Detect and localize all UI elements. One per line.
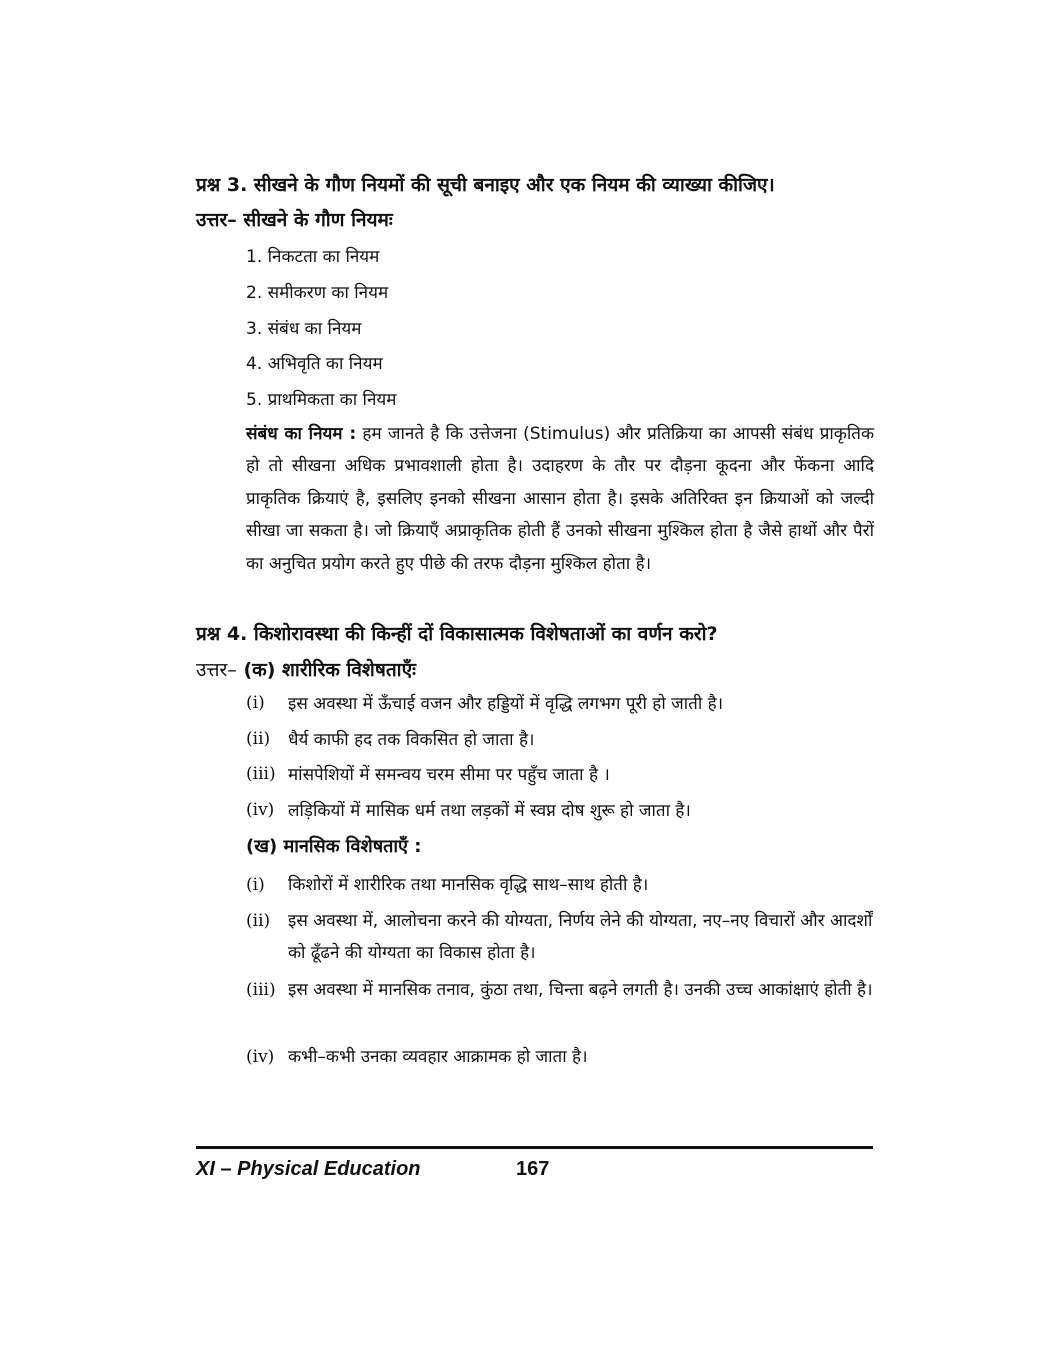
item-number: (iii) [246,980,276,1000]
list-item: किशोरों में शारीरिक तथा मानसिक वृद्धि साथ–साथ होती है। [288,875,649,895]
list-item: 1. निकटता का नियम [246,247,380,267]
list-item: 5. प्राथमिकता का नियम [246,390,397,410]
explanation-paragraph [246,418,874,580]
item-number: (iii) [246,764,276,784]
answer-4-heading [196,656,416,682]
list-item: इस अवस्था में ऊँचाई वजन और हड्डियों में वृद्धि लगभग पूरी हो जाती है। [288,694,724,714]
question-3: प्रश्न 3. सीखने के गौण नियमों की सूची बनाइए और एक नियम की व्याख्या कीजिए। [196,174,775,196]
explanation-title: संबंध का नियम : [246,424,357,444]
page-number: 167 [516,1158,550,1180]
list-item: कभी–कभी उनका व्यवहार आक्रामक हो जाता है। [288,1047,588,1067]
item-number: (ii) [246,729,271,749]
list-item: इस अवस्था में मानसिक तनाव, कुंठा तथा, चिन्ता बढ़ने लगती है। उनकी उच्च आकांक्षाएं होती है। [288,980,873,1000]
footer-rule [196,1146,873,1149]
item-number: (i) [246,875,265,895]
list-item: लड़िकियों में मासिक धर्म तथा लड़कों में स्वप्न दोष शुरू हो जाता है। [288,801,691,821]
answer-3-heading: उत्तर– सीखने के गौण नियमः [196,209,393,231]
item-number: (iv) [246,1047,275,1067]
physical-heading: (क) शारीरिक विशेषताएँः [243,659,416,681]
question-4: प्रश्न 4. किशोरावस्था की किन्हीं दों विकासात्मक विशेषताओं का वर्णन करो? [196,623,718,645]
list-item: मांसपेशियों में समन्वय चरम सीमा पर पहुँच जाता है । [288,765,610,785]
item-number: (iv) [246,800,275,820]
list-item: 2. समीकरण का नियम [246,283,389,303]
item-number: (ii) [246,911,271,931]
item-number: (i) [246,693,265,713]
footer-subject: XI – Physical Education [196,1158,421,1180]
answer-prefix: उत्तर– [196,659,237,681]
explanation-text: हम जानते है कि उत्तेजना (Stimulus) और प्रतिक्रिया का आपसी संबंध प्राकृतिक हो तो सीखना अधिक प्रभावशाली होता है। उदाहरण के तौर पर दौड़ना कूदना और फेंकना आदि प्राकृतिक क्रियाएं है, इसलिए इनको सीखना आसान होता है। इसके अतिरिक्त इन क्रियाओं को जल्दी सीखा जा सकता है। जो क्रियाएँ अप्राकृतिक होती हैं उनको सीखना मुश्किल होता है जैसे हाथों और पैरों का अनुचित प्रयोग करते हुए पीछे की तरफ दौड़ना मुश्किल होता है। [246,424,875,574]
list-item: 3. संबंध का नियम [246,319,362,339]
mental-heading: (ख) मानसिक विशेषताएँ : [246,836,422,857]
list-item: धैर्य काफी हद तक विकसित हो जाता है। [288,730,535,750]
list-item: इस अवस्था में, आलोचना करने की योग्यता, निर्णय लेने की योग्यता, नए–नए विचारों और आदर्शों को ढूँढने की योग्यता का विकास होता है। [288,911,873,963]
list-item: 4. अभिवृति का नियम [246,354,383,374]
